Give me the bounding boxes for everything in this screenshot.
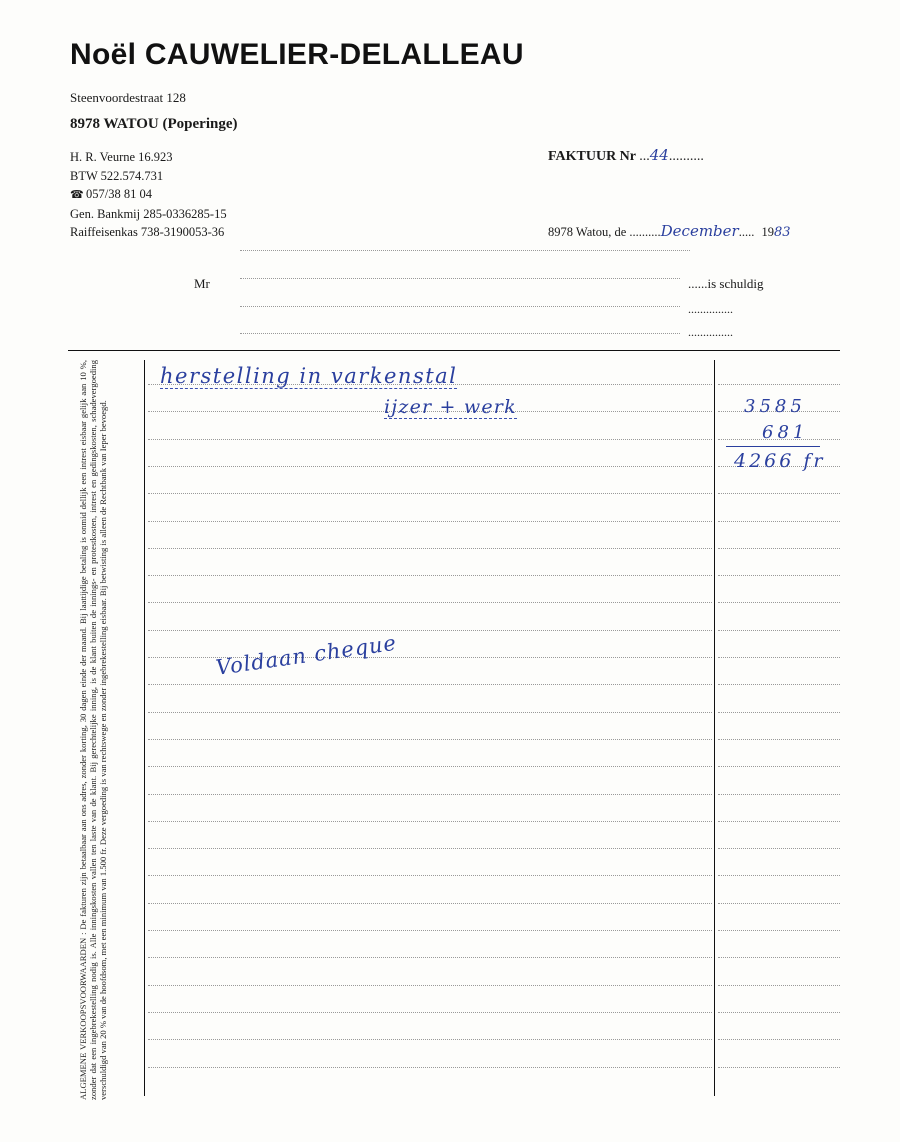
address-line-4 — [240, 333, 680, 334]
ruled-line-right — [718, 602, 840, 603]
invoice-number-handwritten: 44 — [649, 146, 669, 164]
year-handwritten: 83 — [773, 225, 791, 240]
sales-conditions-text: ALGEMENE VERKOOPSVOORWAARDEN : De fakturen zijn betaalbaar aan ons adres, zonder korting, 30 dagen einde der maand. Bij laattijdige betaling is onmid dellijk een intrest eisbaar gelijk aan 10 %, zonder dat een ingebrekestelling nodig is. Alle inningskosten vallen ten laste van de klant. Bij gerechtelijke inning, is de klant buiten de innings- en protestkosten, intrest en gedingskosten, schadevergoeding verschuldigd van 20 % van de hoofdsom, met een minimum van 1.500 fr. Deze vergoeding is van rechtswege en zonder ingebrekestelling eisbaar. Bij betwisting is alleen de Rechtbank van Ieper bevoegd. — [78, 360, 109, 1100]
invoice-date-field — [548, 222, 791, 240]
ruled-line-right — [718, 957, 840, 958]
phone-number: 057/38 81 04 — [86, 187, 152, 202]
invoice-number-field — [548, 146, 704, 165]
ruled-line-right — [718, 1067, 840, 1068]
owes-dots-2: ............... — [688, 325, 733, 339]
handwritten-amount-1: 3585 — [744, 396, 806, 417]
ruled-line-left — [148, 930, 712, 931]
recipient-label: Mr — [194, 276, 210, 291]
ruled-line-right — [718, 1012, 840, 1013]
table-left-rule — [144, 360, 145, 1096]
ruled-line-right — [718, 575, 840, 576]
ruled-line-right — [718, 1039, 840, 1040]
ruled-line-left — [148, 521, 712, 522]
table-top-rule — [68, 350, 840, 351]
owes-label: ......is schuldig — [688, 276, 764, 291]
ruled-line-right — [718, 630, 840, 631]
handwritten-paid-note: Voldaan cheque — [214, 630, 399, 680]
company-info — [70, 148, 227, 242]
phone-row — [70, 185, 227, 205]
ruled-line-left — [148, 684, 712, 685]
phone-icon: ☎ — [70, 189, 84, 202]
hr-registration: H. R. Veurne 16.923 — [70, 150, 173, 164]
city-address: 8978 WATOU (Poperinge) — [70, 116, 238, 132]
ruled-line-left — [148, 712, 712, 713]
ruled-line-left — [148, 1039, 712, 1040]
conditions-wrapper — [78, 360, 138, 1100]
ruled-line-left — [148, 903, 712, 904]
invoice-dots-before: ... — [639, 149, 650, 164]
ruled-line-right — [718, 657, 840, 658]
btw-number: BTW 522.574.731 — [70, 168, 164, 183]
date-month-handwritten: December — [660, 222, 739, 240]
street-address: Steenvoordestraat 128 — [70, 90, 186, 105]
bank-account-1: Gen. Bankmij 285-0336285-15 — [70, 206, 227, 221]
date-prefix: 8978 Watou, de — [548, 225, 627, 239]
ruled-line-right — [718, 766, 840, 767]
ruled-line-left — [148, 875, 712, 876]
ruled-line-left — [148, 821, 712, 822]
handwritten-amount-2: 681 — [762, 422, 809, 443]
ruled-line-left — [148, 602, 712, 603]
ruled-line-left — [148, 1067, 712, 1068]
invoice-number-label: FAKTUUR Nr — [548, 149, 636, 164]
ruled-line-right — [718, 848, 840, 849]
ruled-line-right — [718, 684, 840, 685]
ruled-line-left — [148, 493, 712, 494]
owes-dots-1: ............... — [688, 302, 733, 316]
company-name: Noël CAUWELIER-DELALLEAU — [70, 38, 524, 71]
ruled-line-left — [148, 766, 712, 767]
ruled-line-left — [148, 794, 712, 795]
handwritten-total: 4266 fr — [734, 450, 826, 472]
ruled-line-right — [718, 794, 840, 795]
handwritten-description-line1: herstelling in varkenstal — [160, 364, 458, 388]
ruled-line-right — [718, 384, 840, 385]
ruled-line-right — [718, 739, 840, 740]
invoice-dots-after: .......... — [668, 149, 704, 164]
ruled-line-right — [718, 930, 840, 931]
ruled-line-left — [148, 1012, 712, 1013]
ruled-line-left — [148, 548, 712, 549]
ruled-line-left — [148, 630, 712, 631]
bank-account-2: Raiffeisenkas 738-3190053-36 — [70, 225, 225, 240]
ruled-line-right — [718, 548, 840, 549]
address-line-2 — [240, 278, 680, 279]
handwritten-description-line2: ijzer + werk — [384, 396, 517, 418]
sum-underline — [726, 446, 820, 447]
ruled-line-right — [718, 875, 840, 876]
table-column-divider — [714, 360, 715, 1096]
date-dots: .......... — [629, 225, 661, 239]
ruled-line-left — [148, 985, 712, 986]
ruled-line-left — [148, 957, 712, 958]
address-line-3 — [240, 306, 680, 307]
ruled-line-right — [718, 493, 840, 494]
date-dots-after: ..... — [738, 225, 755, 239]
ruled-line-left — [148, 575, 712, 576]
year-prefix: 19 — [761, 225, 774, 239]
ruled-line-right — [718, 985, 840, 986]
ruled-line-left — [148, 466, 712, 467]
ruled-line-left — [148, 439, 712, 440]
ruled-line-right — [718, 821, 840, 822]
ruled-line-right — [718, 521, 840, 522]
ruled-line-right — [718, 712, 840, 713]
ruled-line-left — [148, 739, 712, 740]
ruled-line-right — [718, 903, 840, 904]
ruled-line-left — [148, 848, 712, 849]
address-line-1 — [240, 250, 690, 251]
